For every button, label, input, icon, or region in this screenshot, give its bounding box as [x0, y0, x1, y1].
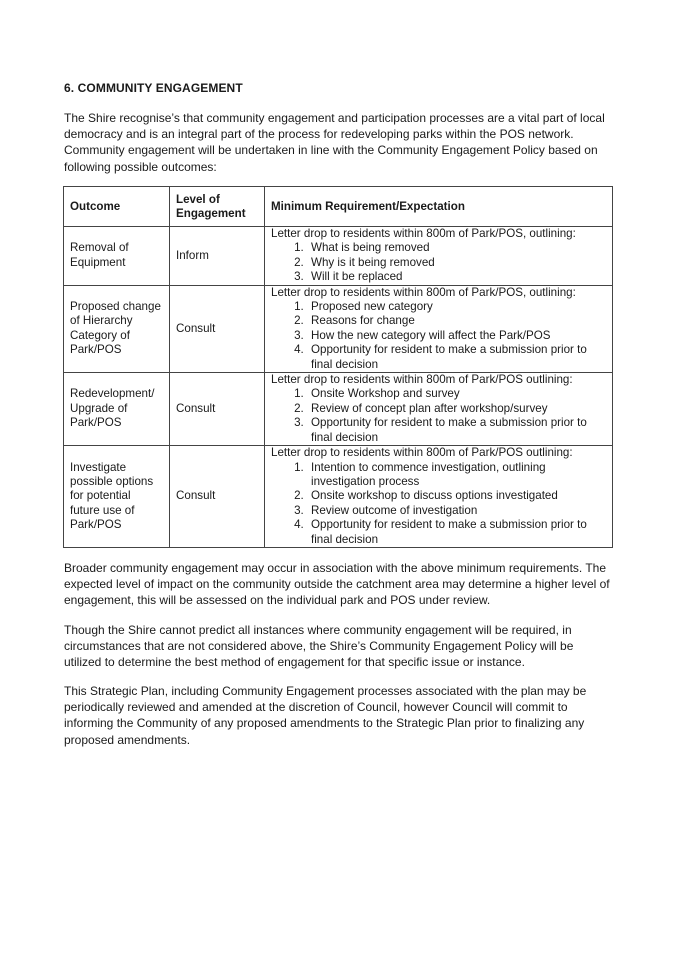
list-item: 3. Review outcome of investigation: [307, 504, 606, 518]
requirement-intro: Letter drop to residents within 800m of Park/POS, outlining:: [271, 227, 576, 240]
engagement-table: [63, 186, 613, 548]
header-outcome: Outcome: [64, 187, 170, 227]
requirement-cell: [265, 446, 613, 548]
requirement-cell: [265, 373, 613, 446]
list-item: 1. Proposed new category: [307, 300, 606, 314]
list-item: 4. Opportunity for resident to make a submission prior to final decision: [307, 343, 606, 372]
outcome-cell: Removal of Equipment: [64, 227, 170, 286]
section-heading: 6. COMMUNITY ENGAGEMENT: [64, 81, 243, 95]
level-cell: Consult: [170, 373, 265, 446]
list-item: 2. Onsite workshop to discuss options investigated: [307, 489, 606, 503]
requirement-list: [271, 241, 606, 284]
outcome-cell: Proposed change of Hierarchy Category of Park/POS: [64, 285, 170, 372]
outcome-cell: Investigate possible options for potential future use of Park/POS: [64, 446, 170, 548]
table-row: [64, 446, 613, 548]
table-row: [64, 227, 613, 286]
level-cell: Inform: [170, 227, 265, 286]
intro-paragraph: The Shire recognise’s that community engagement and participation processes are a vital part of local democracy and is an integral part of the process for redeveloping parks within the POS network. Community engagement will be undertaken in line with the Community Engagement Policy based on following possible outcomes:: [64, 111, 605, 174]
list-item: 2. Review of concept plan after workshop/survey: [307, 402, 606, 416]
requirement-cell: [265, 285, 613, 372]
list-item: 3. Opportunity for resident to make a submission prior to final decision: [307, 416, 606, 445]
requirement-intro: Letter drop to residents within 800m of Park/POS, outlining:: [271, 285, 576, 299]
table-header-row: [64, 187, 613, 227]
requirement-intro: Letter drop to residents within 800m of Park/POS outlining:: [271, 446, 573, 460]
table-row: [64, 285, 613, 372]
requirement-intro: Letter drop to residents within 800m of Park/POS outlining:: [271, 373, 573, 387]
broader-engagement-paragraph: Broader community engagement may occur in association with the above minimum requirements. The expected level of impact on the community outside the catchment area may determine a higher level of engagement, this will be assessed on the individual park and POS under review.: [64, 561, 610, 608]
list-item: 2. Why is it being removed: [307, 256, 606, 270]
requirement-list: [271, 300, 606, 372]
requirement-cell: [265, 227, 613, 286]
list-item: 4. Opportunity for resident to make a submission prior to final decision: [307, 518, 606, 547]
list-item: 3. How the new category will affect the Park/POS: [307, 329, 606, 343]
list-item: 2. Reasons for change: [307, 314, 606, 328]
list-item: 3. Will it be replaced: [307, 270, 606, 284]
list-item: 1. What is being removed: [307, 241, 606, 255]
header-level: Level of Engagement: [170, 187, 265, 227]
requirement-list: [271, 461, 606, 547]
list-item: 1. Onsite Workshop and survey: [307, 387, 606, 401]
policy-paragraph: Though the Shire cannot predict all instances where community engagement will be required, in circumstances that are not considered above, the Shire’s Community Engagement Policy will be utilized to determine the best method of engagement for that specific issue or instance.: [64, 623, 574, 670]
level-cell: Consult: [170, 446, 265, 548]
strategic-plan-paragraph: This Strategic Plan, including Community Engagement processes associated with the plan may be periodically reviewed and amended at the discretion of Council, however Council will commit to informing the Community of any proposed amendments to the Strategic Plan prior to finalizing any proposed amendments.: [64, 684, 587, 747]
requirement-list: [271, 387, 606, 445]
outcome-cell: Redevelopment/ Upgrade of Park/POS: [64, 373, 170, 446]
level-cell: Consult: [170, 285, 265, 372]
list-item: 1. Intention to commence investigation, outlining investigation process: [307, 461, 606, 490]
table-row: [64, 373, 613, 446]
header-requirement: Minimum Requirement/Expectation: [265, 187, 613, 227]
